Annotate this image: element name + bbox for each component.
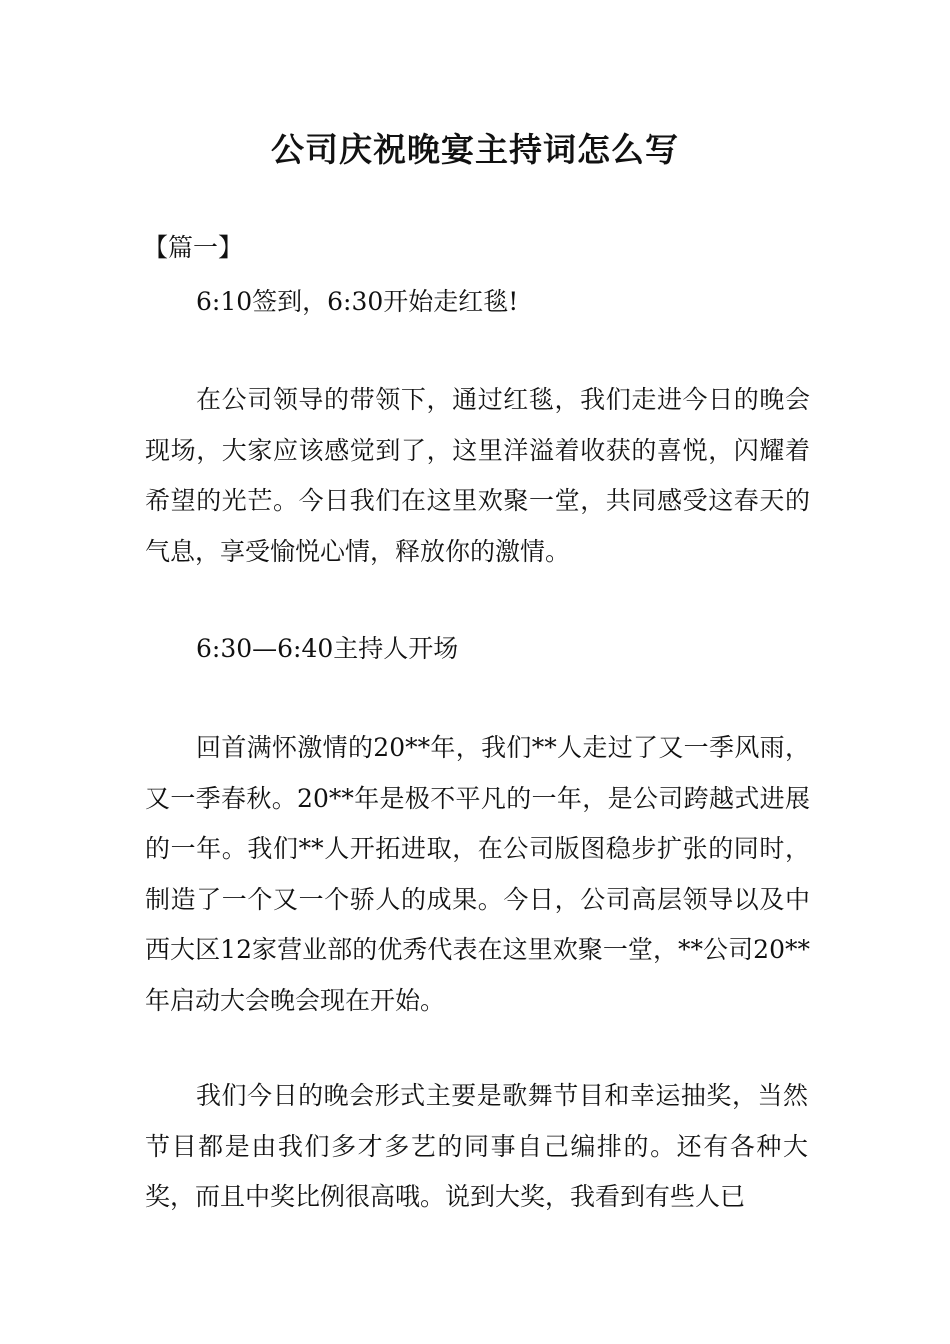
document-title: 公司庆祝晚宴主持词怎么写 — [271, 130, 679, 169]
paragraph: 在公司领导的带领下，通过红毯，我们走进今日的晚会现场，大家应该感觉到了，这里洋溢着收获的喜悦，闪耀着希望的光芒。今日我们在这里欢聚一堂，共同感受这春天的气息，享受愉悦心情，释放你的激情。 — [145, 385, 810, 566]
paragraph: 我们今日的晚会形式主要是歌舞节目和幸运抽奖，当然节目都是由我们多才多艺的同事自己编排的。还有各种大奖，而且中奖比例很高哦。说到大奖，我看到有些人已 — [145, 1081, 808, 1211]
section-label: 【篇一】 — [143, 233, 244, 262]
paragraph: 6:10签到，6:30开始走红毯! — [196, 287, 519, 316]
paragraph: 回首满怀激情的20**年，我们**人走过了又一季风雨，又一季春秋。20**年是极不平凡的一年，是公司跨越式进展的一年。我们**人开拓进取，在公司版图稳步扩张的同时，制造了一个又一个骄人的成果。今日，公司高层领导以及中西大区12家营业部的优秀代表在这里欢聚一堂，**公司20**年启动大会晚会现在开始。 — [145, 733, 810, 1015]
paragraph: 6:30—6:40主持人开场 — [196, 634, 459, 663]
